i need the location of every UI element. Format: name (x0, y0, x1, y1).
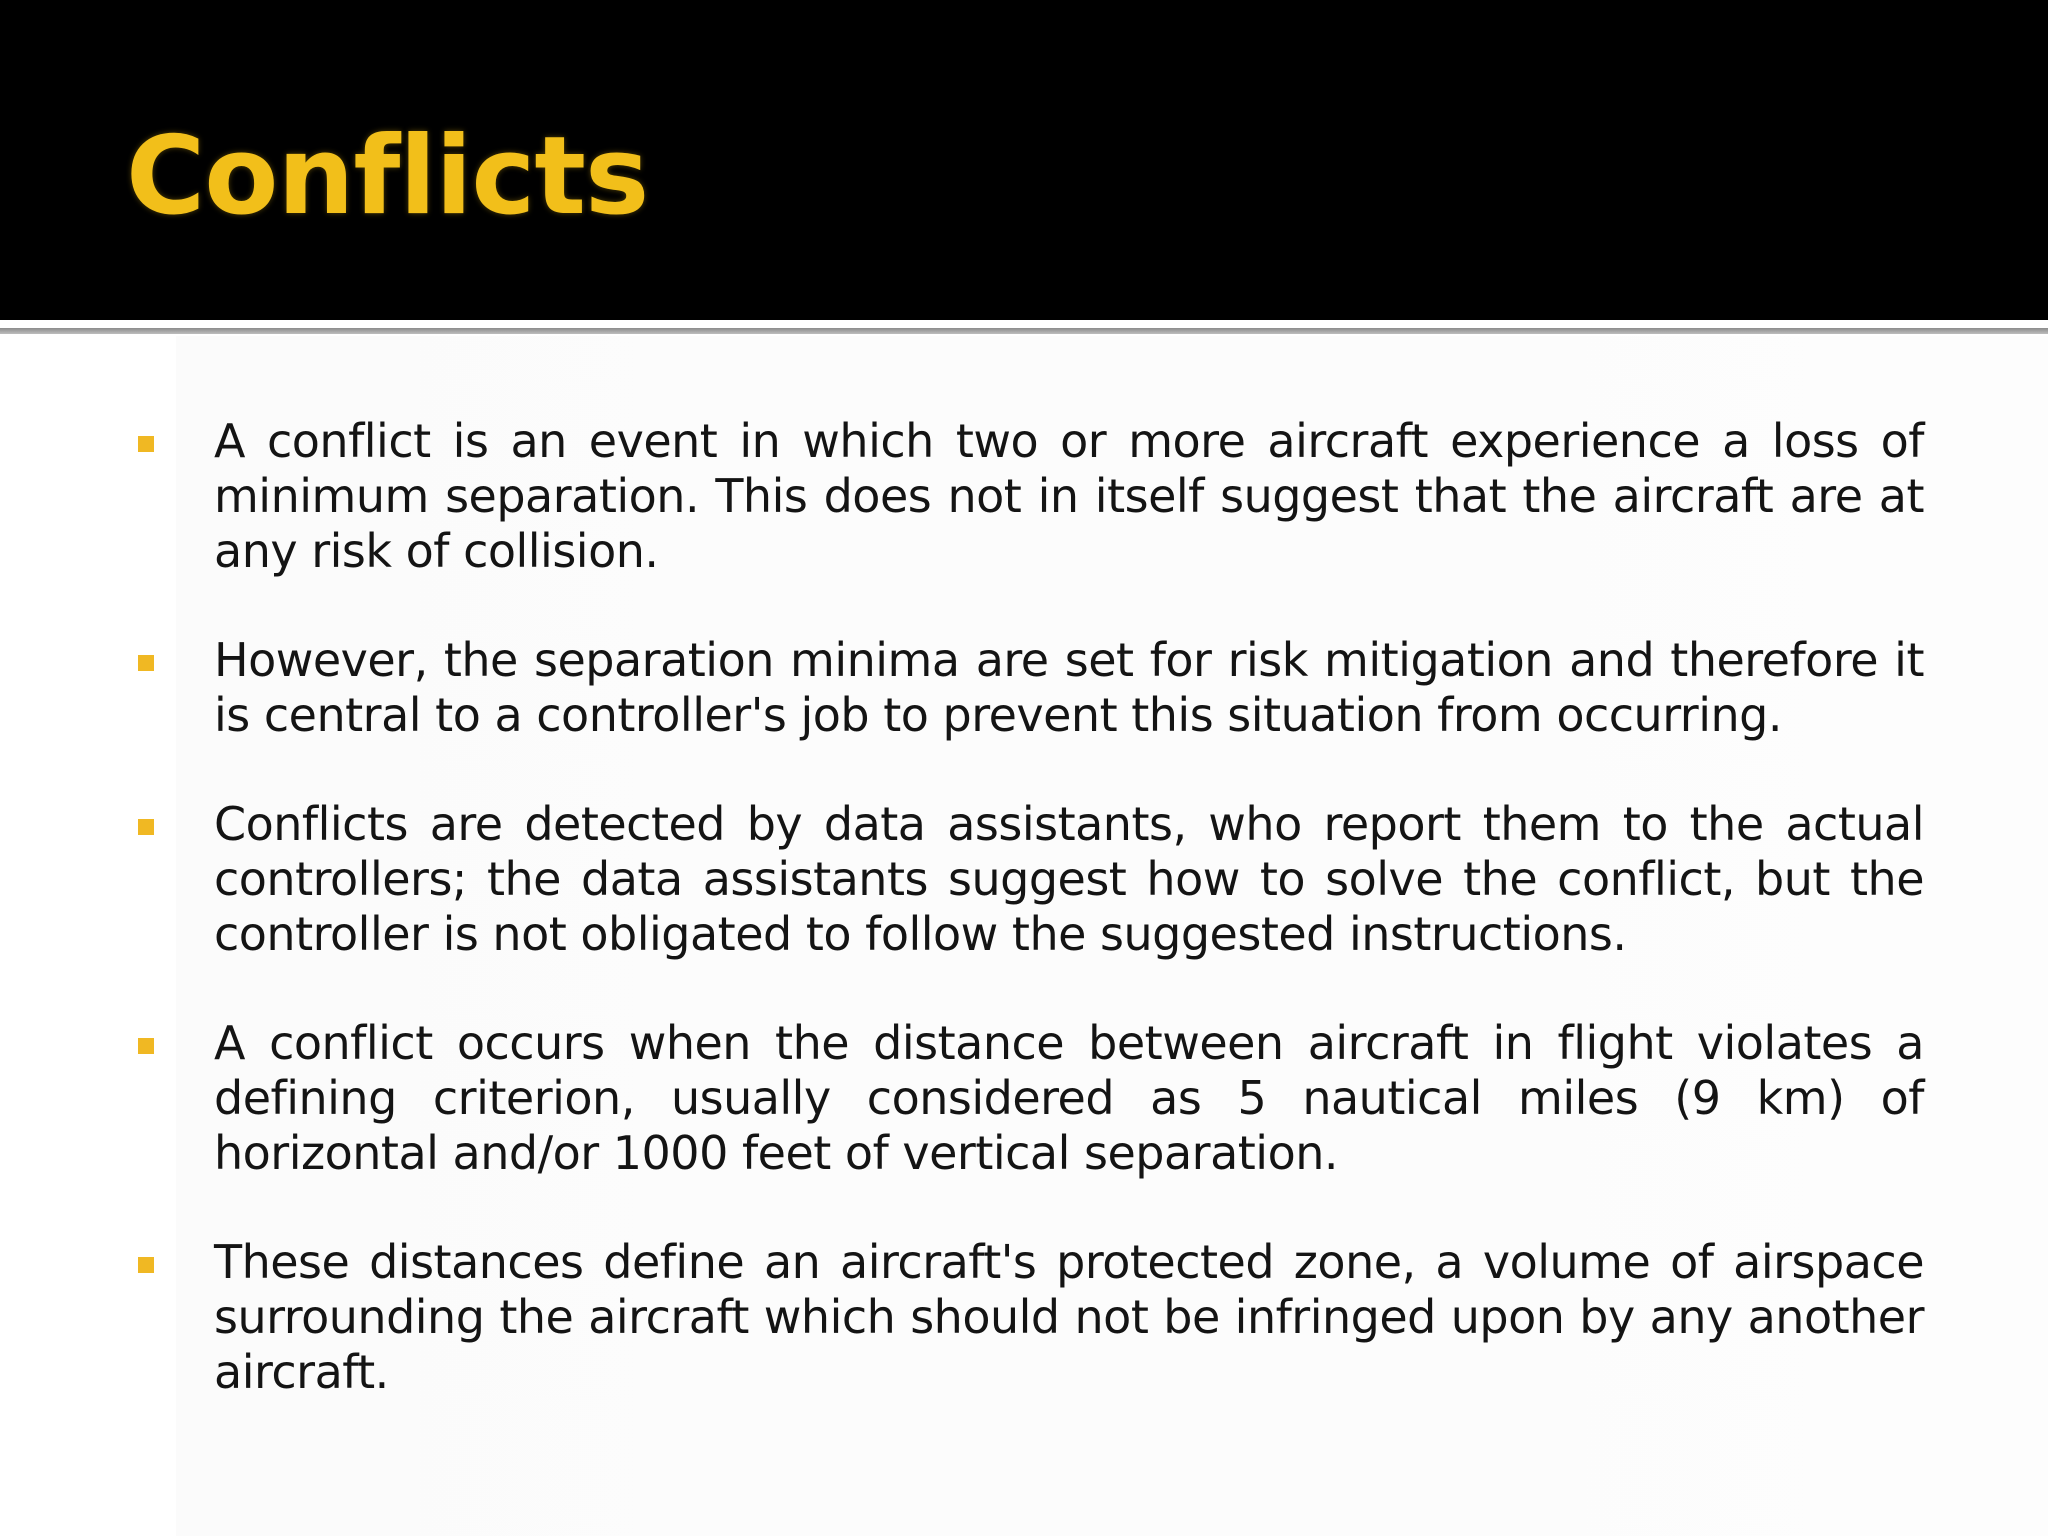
slide-title: Conflicts (126, 114, 649, 239)
bullet-item (138, 414, 1924, 579)
square-bullet-icon (138, 1038, 154, 1054)
bullet-text: A conflict is an event in which two or more aircraft experience a loss of minimum separation. This does not in itself suggest that the aircraft are at any risk of collision. (214, 414, 1924, 578)
bullet-item (138, 1235, 1924, 1400)
bullet-item (138, 1016, 1924, 1181)
bullet-text: These distances define an aircraft's protected zone, a volume of airspace surrounding the aircraft which should not be infringed upon by any another aircraft. (214, 1235, 1924, 1399)
square-bullet-icon (138, 436, 154, 452)
bullet-text: However, the separation minima are set for risk mitigation and therefore it is central to a controller's job to prevent this situation from occurring. (214, 633, 1924, 742)
bullet-item (138, 633, 1924, 743)
bullet-list (138, 414, 1924, 1454)
square-bullet-icon (138, 655, 154, 671)
square-bullet-icon (138, 1257, 154, 1273)
bullet-text: A conflict occurs when the distance between aircraft in flight violates a defining criterion, usually considered as 5 nautical miles (9 km) of horizontal and/or 1000 feet of vertical separation. (214, 1016, 1924, 1180)
title-divider (0, 328, 2048, 334)
bullet-item (138, 797, 1924, 962)
square-bullet-icon (138, 819, 154, 835)
title-bar (0, 0, 2048, 320)
bullet-text: Conflicts are detected by data assistants, who report them to the actual controllers; the data assistants suggest how to solve the conflict, but the controller is not obligated to follow the suggested instructions. (214, 797, 1924, 961)
title-divider-highlight (0, 320, 2048, 328)
